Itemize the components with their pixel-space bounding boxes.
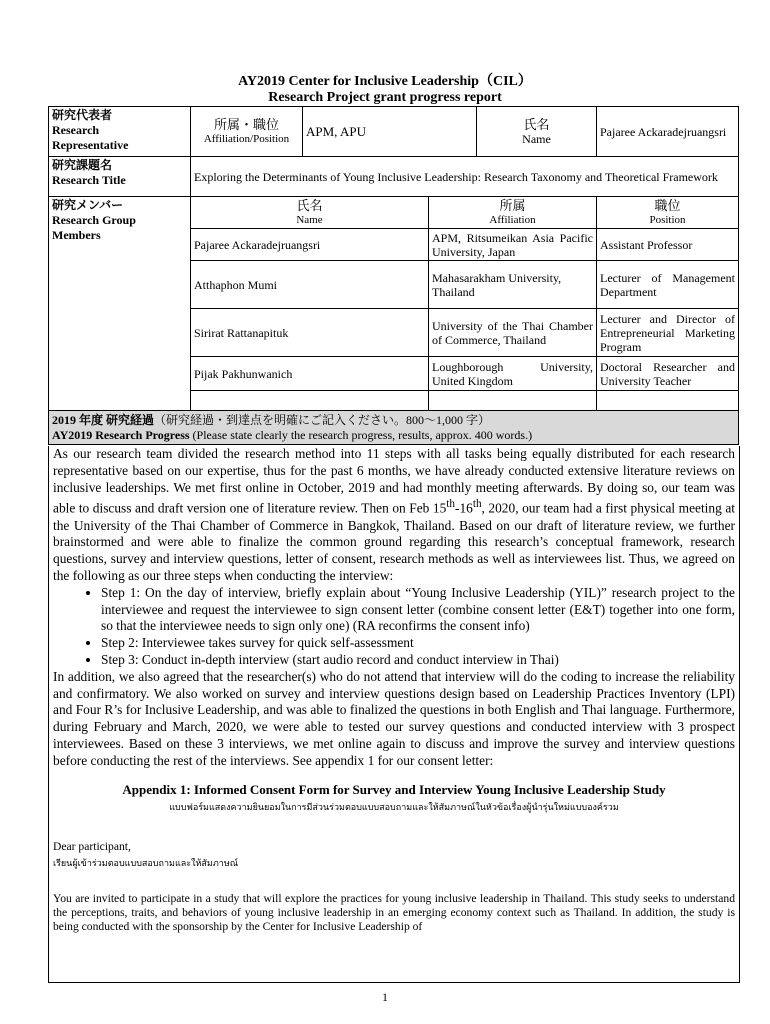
name-header: 氏名 Name	[477, 107, 597, 157]
members-col-position: 職位 Position	[597, 197, 739, 229]
progress-paragraph-2: In addition, we also agreed that the researcher(s) who do not attend that interview will do the coding to increase the reliability and confirmatory. We also worked on survey and interview questions design based on Leadership Practices Inventory (LPI) and Four R’s for Inclusive Leadership, and was able to finalized the questions in both English and Thai language. Furthermore, during February and March, 2020, we were able to tested our survey questions and conducted interview with 3 prospect interviewees. Based on these 3 interviews, we met online again to discuss and improve the survey and interview questions before conducting the rest of the interviews. See appendix 1 for our consent letter:	[53, 668, 735, 768]
member-position: Doctoral Researcher and University Teacher	[597, 357, 739, 391]
salutation: Dear participant,	[53, 839, 131, 853]
member-name: Pijak Pakhunwanich	[191, 357, 429, 391]
member-affiliation: University of the Thai Chamber of Commerce, Thailand	[429, 309, 597, 357]
member-affiliation: Mahasarakham University, Thailand	[429, 261, 597, 309]
list-item: • Step 1: On the day of interview, briefly explain about “Young Inclusive Leadership (YIL)” research project to the interviewee and request the interviewee to sign consent letter (combine consent letter (E&T) together into one form, so that the interviewee needs to sign only one) (RA reconfirms the consent info)	[101, 585, 735, 635]
representative-name: Pajaree Ackaradejruangsri	[597, 107, 739, 157]
interview-steps-list	[53, 585, 735, 669]
research-title-value: Exploring the Determinants of Young Inclusive Leadership: Research Taxonomy and Theoretical Framework	[191, 157, 739, 197]
appendix-thai-title: แบบฟอร์มแสดงความยินยอมในการมีส่วนร่วมตอบแบบสอบถามและให้สัมภาษณ์ในหัวข้อเรื่องผู้นำรุ่นใหม่แบบองค์รวม	[169, 802, 619, 813]
representative-affiliation: APM, APU	[303, 107, 477, 157]
consent-letter-text: You are invited to participate in a study that will explore the practices for young inclusive leadership in Thailand. This study seeks to understand the perceptions, traits, and behaviors of young inclusive leadership in an emerging economy context such as Thailand. In addition, the study is being conducted with the sponsorship by the Center for Inclusive Leadership of	[53, 891, 735, 933]
progress-paragraph-1: As our research team divided the research method into 11 steps with all tasks being equally distributed for each research representative based on our expertise, thus for the past 6 months, we have already conducted extensive literature reviews on inclusive leaderships. We met first online in October, 2019 and had monthly meeting afterwards. By doing so, our team was able to discuss and draft version one of literature review. Then on Feb 15th-16th, 2020, our team had a first physical meeting at the University of the Thai Chamber of Commerce in Bangkok, Thailand. Based on our draft of literature review, we further brainstormed and were able to finalize the common ground regarding this research’s conceptual framework, research questions, survey and interview questions, letter of consent, research methods as well as interviewees list. Thus, we agreed on the following as our three steps when conducting the interview:	[53, 446, 735, 584]
members-col-name: 氏名 Name	[191, 197, 429, 229]
member-affiliation: APM, Ritsumeikan Asia Pacific University, Japan	[429, 229, 597, 261]
member-position: Lecturer of Management Department	[597, 261, 739, 309]
affiliation-header: 所属・職位 Affiliation/Position	[191, 107, 303, 157]
member-position: Lecturer and Director of Entrepreneurial Marketing Program	[597, 309, 739, 357]
research-title-label: 研究課題名 Research Title	[49, 157, 191, 197]
appendix-title: Appendix 1: Informed Consent Form for Survey and Interview Young Inclusive Leadership Study	[122, 781, 666, 797]
page-number: 1	[382, 990, 388, 1004]
report-form	[48, 106, 738, 445]
list-item: • Step 3: Conduct in-depth interview (start audio record and conduct interview in Thai)	[101, 652, 735, 669]
members-label: 研究メンバー Research Group Members	[49, 197, 191, 411]
thai-salutation: เรียนผู้เข้าร่วมตอบแบบสอบถามและให้สัมภาษณ์	[53, 858, 239, 869]
member-position: Assistant Professor	[597, 229, 739, 261]
member-name: Sirirat Rattanapituk	[191, 309, 429, 357]
list-item: • Step 2: Interviewee takes survey for quick self-assessment	[101, 635, 735, 652]
member-name: Pajaree Ackaradejruangsri	[191, 229, 429, 261]
members-col-affiliation: 所属 Affiliation	[429, 197, 597, 229]
member-name: Atthaphon Mumi	[191, 261, 429, 309]
progress-header: 2019 年度 研究経過（研究経過・到達点を明確にご記入ください。800～1,000 字） AY2019 Research Progress (Please state clearly the research progress, results, approx. 400 words.)	[49, 411, 739, 445]
representative-label: 研究代表者 Research Representative	[49, 107, 191, 157]
member-affiliation: Loughborough University, United Kingdom	[429, 357, 597, 391]
progress-body	[48, 446, 740, 983]
document-title-line1: AY2019 Center for Inclusive Leadership（CIL）	[238, 74, 532, 89]
document-title-line2: Research Project grant progress report	[268, 90, 502, 105]
